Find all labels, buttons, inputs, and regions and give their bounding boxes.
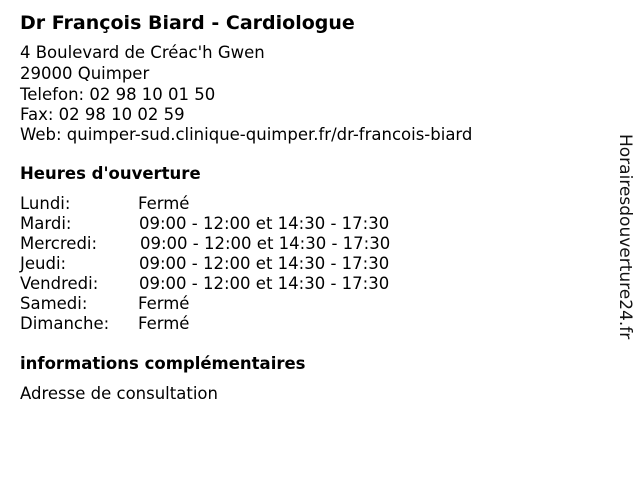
address-street: 4 Boulevard de Créac'h Gwen bbox=[20, 43, 265, 62]
hours-day-label: Mercredi: bbox=[20, 234, 98, 253]
hours-value: Fermé bbox=[138, 294, 190, 313]
hours-day-label: Vendredi: bbox=[20, 274, 99, 293]
hours-row-dimanche bbox=[20, 314, 480, 334]
hours-row-lundi bbox=[20, 194, 480, 214]
additional-info-heading: informations complémentaires bbox=[20, 354, 306, 373]
hours-day-label: Dimanche: bbox=[20, 314, 110, 333]
hours-value: 09:00 - 12:00 et 14:30 - 17:30 bbox=[140, 234, 391, 253]
website-link[interactable]: Web: quimper-sud.clinique-quimper.fr/dr-francois-biard bbox=[20, 125, 473, 144]
hours-day-label: Jeudi: bbox=[20, 254, 67, 273]
address-city: 29000 Quimper bbox=[20, 64, 150, 83]
hours-row-samedi bbox=[20, 294, 480, 314]
fax-number: Fax: 02 98 10 02 59 bbox=[20, 105, 185, 124]
site-watermark: Horairesdouverture24.fr bbox=[615, 134, 635, 340]
hours-day-label: Lundi: bbox=[20, 194, 71, 213]
additional-info-text: Adresse de consultation bbox=[20, 384, 218, 403]
hours-row-mercredi bbox=[20, 234, 480, 254]
page-title: Dr François Biard - Cardiologue bbox=[20, 12, 355, 34]
hours-day-label: Samedi: bbox=[20, 294, 88, 313]
hours-row-vendredi bbox=[20, 274, 480, 294]
hours-row-jeudi bbox=[20, 254, 480, 274]
hours-value: 09:00 - 12:00 et 14:30 - 17:30 bbox=[139, 214, 390, 233]
hours-value: 09:00 - 12:00 et 14:30 - 17:30 bbox=[139, 254, 390, 273]
hours-value: Fermé bbox=[138, 194, 190, 213]
hours-day-label: Mardi: bbox=[20, 214, 72, 233]
hours-value: 09:00 - 12:00 et 14:30 - 17:30 bbox=[139, 274, 390, 293]
hours-row-mardi bbox=[20, 214, 480, 234]
opening-hours-heading: Heures d'ouverture bbox=[20, 164, 201, 183]
phone-number: Telefon: 02 98 10 01 50 bbox=[20, 85, 216, 104]
hours-value: Fermé bbox=[138, 314, 190, 333]
